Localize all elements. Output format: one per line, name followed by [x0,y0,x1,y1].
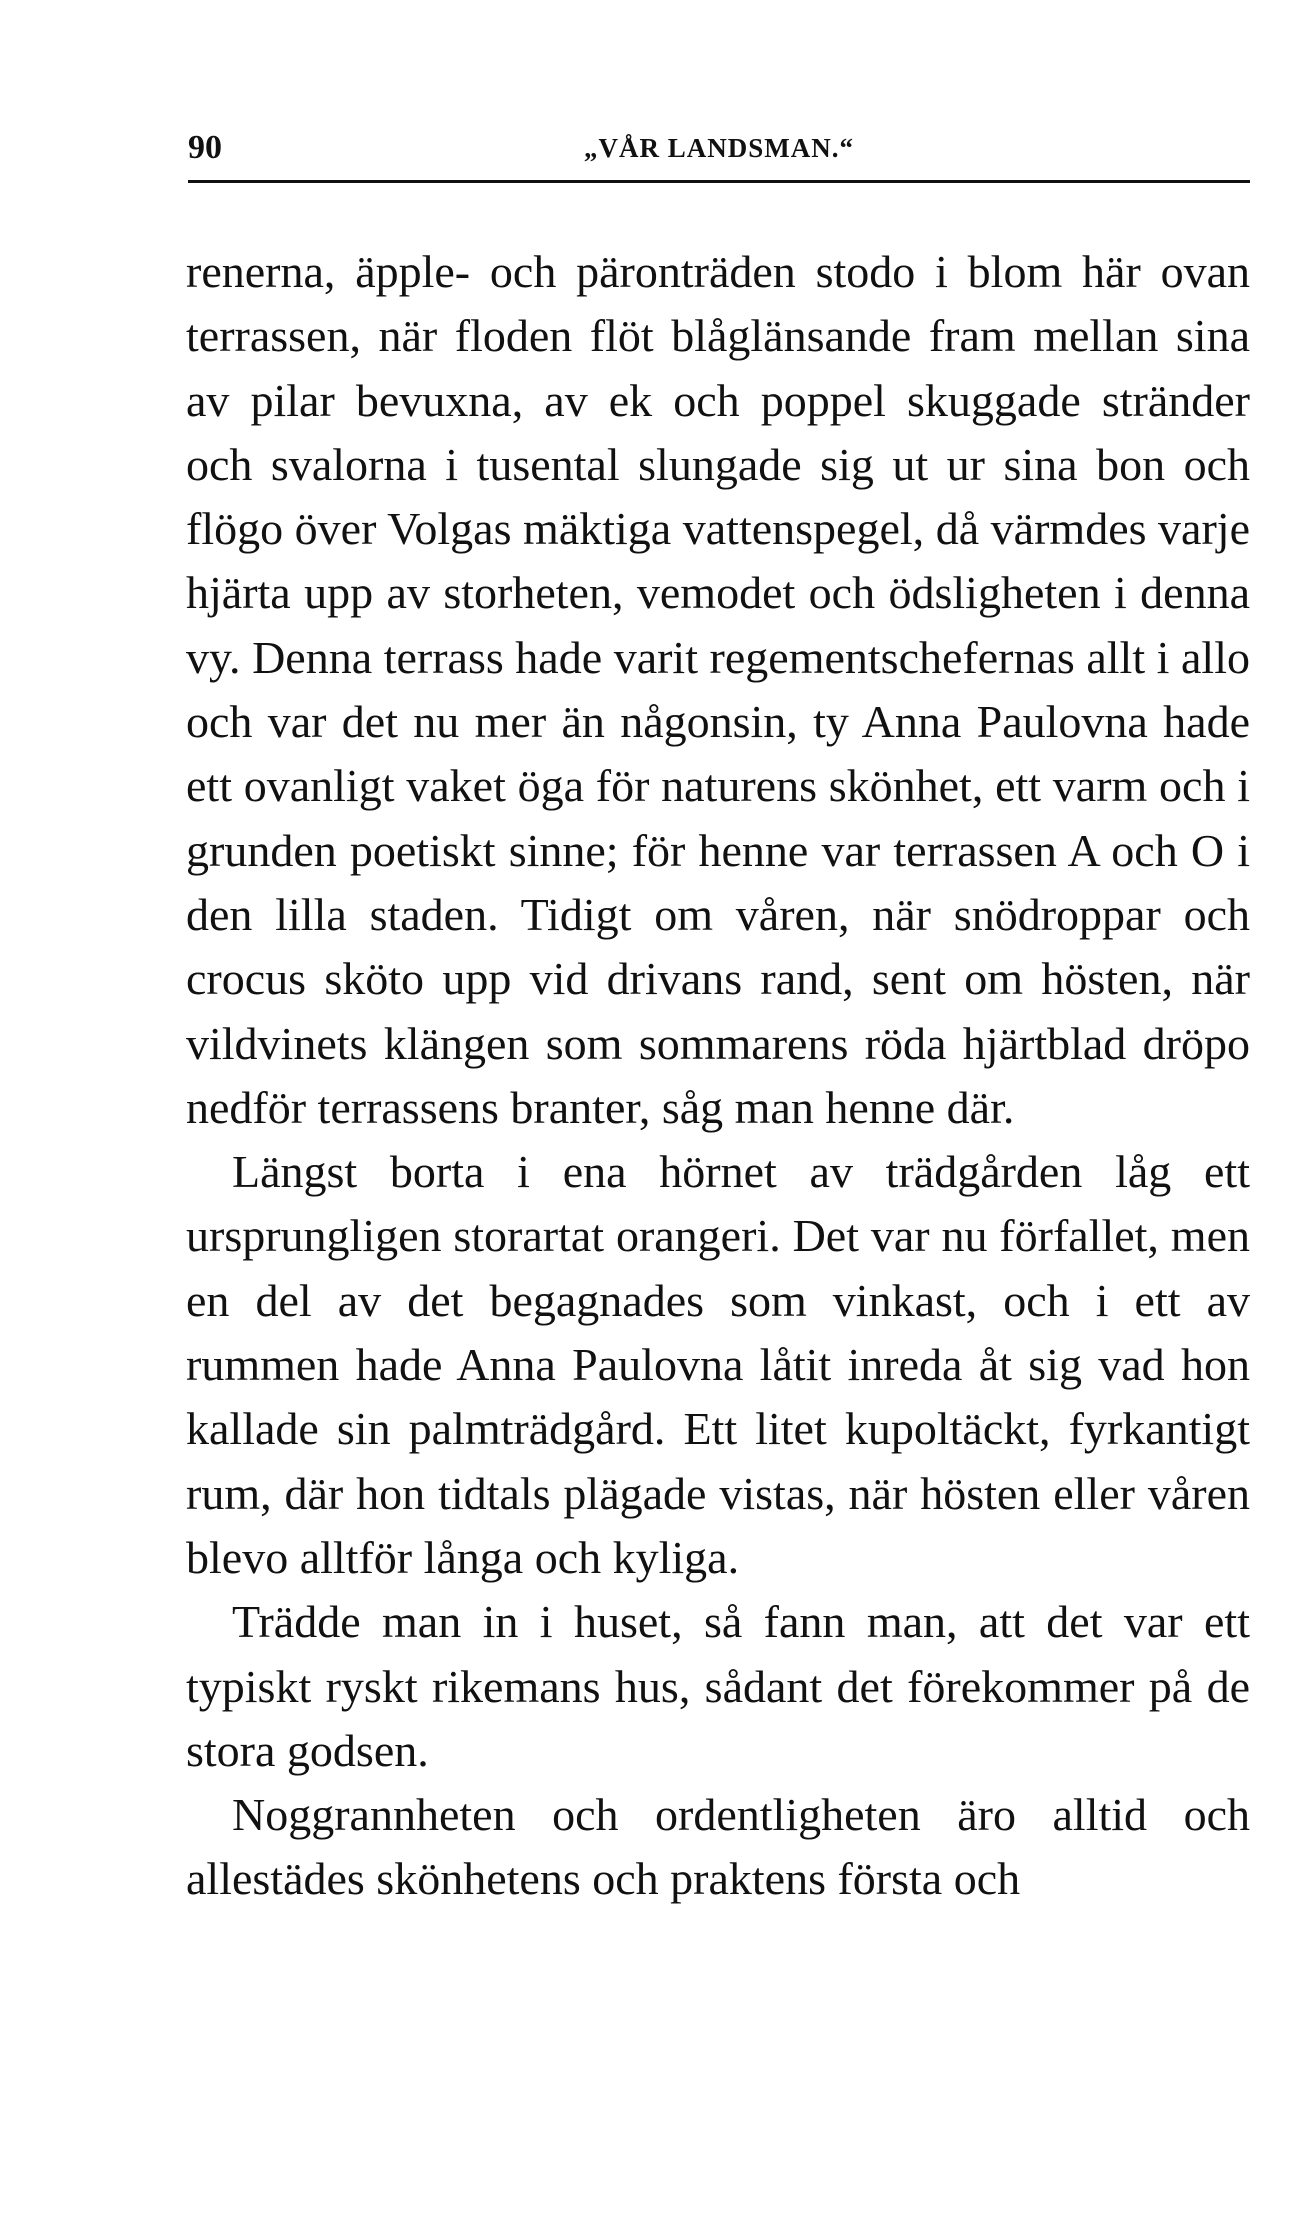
page-number: 90 [188,129,222,166]
paragraph-4: Noggrannheten och ordentligheten äro alltid och allestädes skönhetens och praktens första och [186,1789,1250,1905]
paragraph-1: renerna, äpple- och päronträden stodo i blom här ovan terrassen, när floden flöt blåglänsande fram mellan sina av pilar bevuxna, av ek och poppel skuggade stränder och svalorna i tusental slungade sig ut ur sina bon och flögo över Volgas mäktiga vattenspegel, då värmdes varje hjärta upp av storheten, vemodet och ödsligheten i denna vy. Denna terrass hade varit regementschefernas allt i allo och var det nu mer än någonsin, ty Anna Paulovna hade ett ovanligt vaket öga för naturens skönhet, ett varm och i grunden poetiskt sinne; för henne var terrassen A och O i den lilla staden. Tidigt om våren, när snödroppar och crocus sköto upp vid drivans rand, sent om hösten, när vildvinets klängen som sommarens röda hjärtblad dröpo nedför terrassens branter, såg man henne där. [186,246,1250,1133]
running-title: „VÅR LANDSMAN.“ [584,133,854,163]
paragraph-3: Trädde man in i huset, så fann man, att det var ett typiskt ryskt rikemans hus, sådant det förekommer på de stora godsen. [186,1596,1250,1776]
header-rule [188,180,1250,183]
running-head [188,118,1250,178]
body-text [186,240,1250,1912]
paragraph-2: Längst borta i ena hörnet av trädgården låg ett ursprungligen storartat orangeri. Det var nu förfallet, men en del av det begagnades som vinkast, och i ett av rummen hade Anna Paulovna låtit inreda åt sig vad hon kallade sin palmträdgård. Ett litet kupoltäckt, fyrkantigt rum, där hon tidtals plägade vistas, när hösten eller våren blevo alltför långa och kyliga. [186,1146,1250,1583]
